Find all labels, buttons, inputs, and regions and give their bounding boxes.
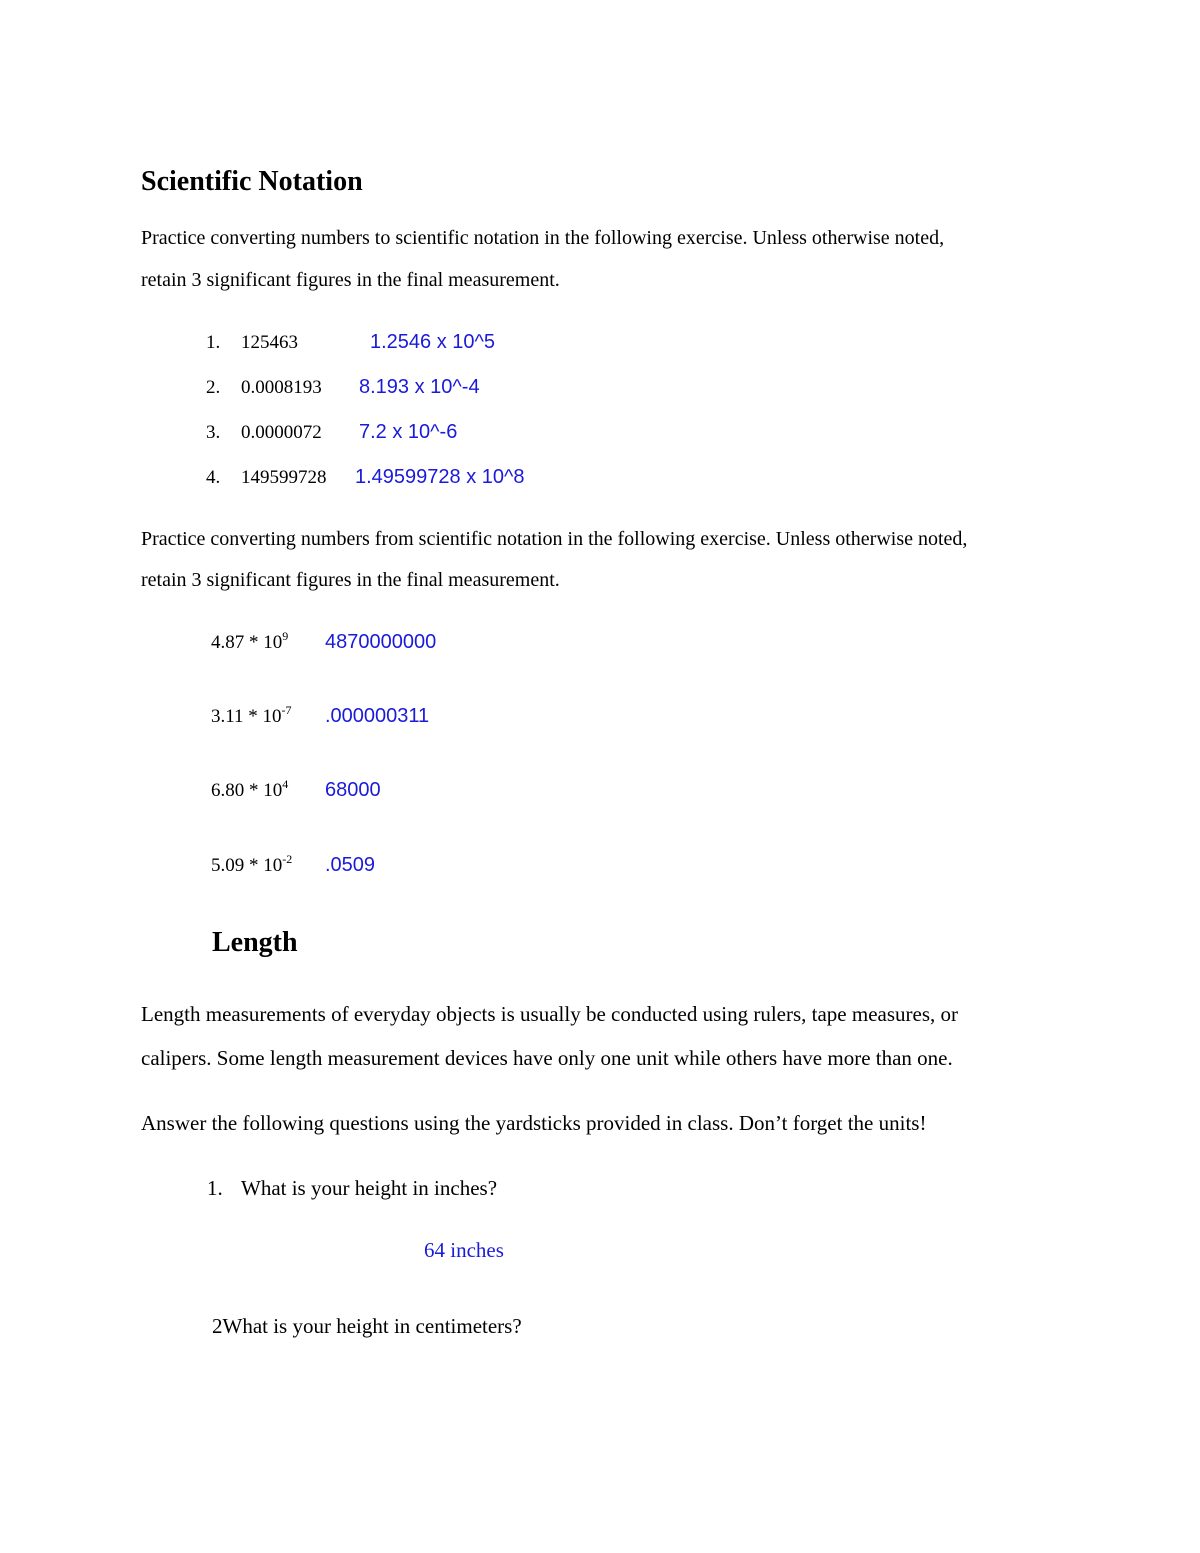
sci-notation-answer: .0509 xyxy=(325,854,376,876)
list-item-value: 0.0008193 xyxy=(241,377,322,398)
list-item-answer: 7.2 x 10^-6 xyxy=(359,421,458,443)
sci-notation-answer: 4870000000 xyxy=(325,631,437,653)
exponent: -2 xyxy=(282,852,293,866)
list-item-number: 3. xyxy=(206,422,221,443)
list-item-answer: 1.2546 x 10^5 xyxy=(370,331,496,353)
length-paragraph-line-1: Length measurements of everyday objects is usually be conducted using rulers, tape measures, or xyxy=(141,1002,959,1026)
mantissa: 3.11 * 10 xyxy=(211,706,282,727)
instruction-text: Answer the following questions using the yardsticks provided in class. Don’t forget the units! xyxy=(141,1111,927,1135)
list-item-value: 149599728 xyxy=(241,467,327,488)
intro-line-2: retain 3 significant figures in the final measurement. xyxy=(141,569,560,591)
sci-notation-value xyxy=(211,703,292,728)
intro-line-1: Practice converting numbers from scientific notation in the following exercise. Unless otherwise noted, xyxy=(141,528,968,550)
question-text: 2What is your height in centimeters? xyxy=(212,1314,522,1338)
list-item-number: 2. xyxy=(206,377,221,398)
exponent: 4 xyxy=(282,777,289,791)
sci-notation-value xyxy=(211,777,289,802)
intro-line-2: retain 3 significant figures in the final measurement. xyxy=(141,269,560,291)
exponent: 9 xyxy=(282,629,289,643)
mantissa: 6.80 * 10 xyxy=(211,780,283,801)
exponent: -7 xyxy=(281,703,292,717)
intro-line-1: Practice converting numbers to scientific notation in the following exercise. Unless otherwise noted, xyxy=(141,227,945,249)
question-number: 1. xyxy=(207,1176,223,1200)
list-item-answer: 1.49599728 x 10^8 xyxy=(355,466,525,488)
sci-notation-answer: .000000311 xyxy=(325,705,430,727)
list-item-value: 125463 xyxy=(241,332,298,353)
list-item-answer: 8.193 x 10^-4 xyxy=(359,376,480,398)
list-item-number: 4. xyxy=(206,467,221,488)
list-item-number: 1. xyxy=(206,332,221,353)
mantissa: 5.09 * 10 xyxy=(211,855,283,876)
mantissa: 4.87 * 10 xyxy=(211,632,283,653)
section-title-scientific-notation: Scientific Notation xyxy=(141,166,363,197)
length-paragraph-line-2: calipers. Some length measurement devices have only one unit while others have more than one. xyxy=(141,1046,953,1070)
sci-notation-value xyxy=(211,629,289,654)
section-title-length: Length xyxy=(212,927,298,958)
question-answer: 64 inches xyxy=(424,1238,504,1262)
sci-notation-answer: 68000 xyxy=(325,779,381,801)
question-text: What is your height in inches? xyxy=(241,1176,498,1200)
sci-notation-value xyxy=(211,852,293,877)
list-item-value: 0.0000072 xyxy=(241,422,322,443)
